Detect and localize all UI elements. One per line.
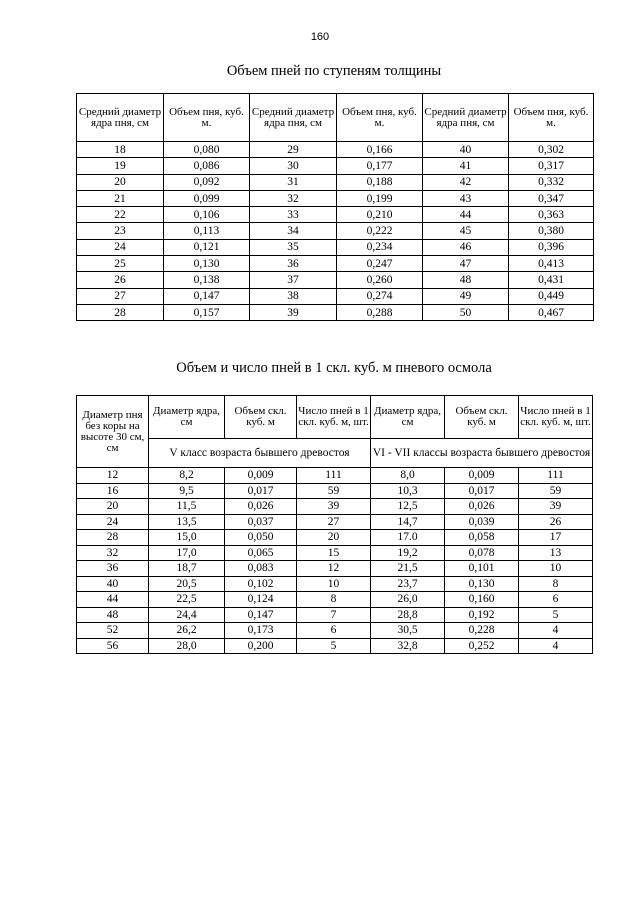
table-cell: 0,058 xyxy=(445,530,519,546)
table-cell: 0,199 xyxy=(337,190,423,206)
table-cell: 25 xyxy=(77,256,164,272)
table-cell: 0,302 xyxy=(509,142,594,158)
table-row xyxy=(77,514,593,530)
table-cell: 44 xyxy=(423,207,509,223)
table-cell: 40 xyxy=(423,142,509,158)
table-cell: 5 xyxy=(297,638,371,654)
table-cell: 0,138 xyxy=(164,272,250,288)
table-cell: 18,7 xyxy=(149,561,225,577)
table-cell: 23 xyxy=(77,223,164,239)
table-cell: 24 xyxy=(77,239,164,255)
table-row xyxy=(77,483,593,499)
table-cell: 0,009 xyxy=(225,468,297,484)
table1-header-cell: Объем пня, куб. м. xyxy=(337,94,423,142)
table-cell: 47 xyxy=(423,256,509,272)
table-cell: 0,166 xyxy=(337,142,423,158)
table-cell: 39 xyxy=(519,499,593,515)
table-cell: 14,7 xyxy=(371,514,445,530)
table-cell: 0,130 xyxy=(164,256,250,272)
table-row xyxy=(77,468,593,484)
table-cell: 42 xyxy=(423,174,509,190)
table-cell: 45 xyxy=(423,223,509,239)
table-cell: 33 xyxy=(250,207,337,223)
table-cell: 0,247 xyxy=(337,256,423,272)
table-cell: 17,0 xyxy=(149,545,225,561)
table-row xyxy=(77,561,593,577)
table-cell: 19,2 xyxy=(371,545,445,561)
table-cell: 20,5 xyxy=(149,576,225,592)
table2-header-count-vi: Число пней в 1 скл. куб. м, шт. xyxy=(519,396,593,439)
table-cell: 18 xyxy=(77,142,164,158)
page-number: 160 xyxy=(310,31,330,43)
table2-header-row xyxy=(77,396,593,439)
table-cell: 35 xyxy=(250,239,337,255)
table-cell: 0,037 xyxy=(225,514,297,530)
table-row xyxy=(77,607,593,623)
table-cell: 28 xyxy=(77,530,149,546)
table-cell: 0,147 xyxy=(225,607,297,623)
table-cell: 29 xyxy=(250,142,337,158)
table2-header-volume-v: Объем скл. куб. м xyxy=(225,396,297,439)
table-cell: 0,106 xyxy=(164,207,250,223)
table-cell: 17.0 xyxy=(371,530,445,546)
table-cell: 15 xyxy=(297,545,371,561)
table2-header-first-col: Диаметр пня без коры на высоте 30 см, см xyxy=(77,396,149,468)
table-cell: 32 xyxy=(250,190,337,206)
table-cell: 39 xyxy=(297,499,371,515)
table-cell: 0,222 xyxy=(337,223,423,239)
table-cell: 19 xyxy=(77,158,164,174)
table-cell: 8 xyxy=(297,592,371,608)
table-cell: 111 xyxy=(519,468,593,484)
table-cell: 8,2 xyxy=(149,468,225,484)
table-cell: 20 xyxy=(77,499,149,515)
table-row xyxy=(77,142,594,158)
table-row xyxy=(77,545,593,561)
table-cell: 44 xyxy=(77,592,149,608)
table-cell: 22 xyxy=(77,207,164,223)
table2-group-v: V класс возраста бывшего древостоя xyxy=(149,439,371,468)
table-cell: 48 xyxy=(423,272,509,288)
table-cell: 0,099 xyxy=(164,190,250,206)
table-cell: 20 xyxy=(297,530,371,546)
table-cell: 11,5 xyxy=(149,499,225,515)
table-cell: 0,039 xyxy=(445,514,519,530)
table-cell: 0,363 xyxy=(509,207,594,223)
table-cell: 59 xyxy=(297,483,371,499)
table-cell: 34 xyxy=(250,223,337,239)
table-cell: 17 xyxy=(519,530,593,546)
table-row xyxy=(77,239,594,255)
table-cell: 26,0 xyxy=(371,592,445,608)
table-cell: 0,173 xyxy=(225,623,297,639)
table-cell: 27 xyxy=(297,514,371,530)
table-cell: 10 xyxy=(519,561,593,577)
table-cell: 0,147 xyxy=(164,288,250,304)
table-cell: 28 xyxy=(77,304,164,320)
table-cell: 27 xyxy=(77,288,164,304)
table-cell: 0,177 xyxy=(337,158,423,174)
table-cell: 52 xyxy=(77,623,149,639)
table-cell: 0,252 xyxy=(445,638,519,654)
table-row xyxy=(77,304,594,320)
table-cell: 0,026 xyxy=(445,499,519,515)
table-cell: 30 xyxy=(250,158,337,174)
table-cell: 0,124 xyxy=(225,592,297,608)
table-cell: 0,467 xyxy=(509,304,594,320)
table-cell: 23,7 xyxy=(371,576,445,592)
table-cell: 0,449 xyxy=(509,288,594,304)
stump-volume-table xyxy=(76,93,594,321)
table-cell: 0,260 xyxy=(337,272,423,288)
table-cell: 0,009 xyxy=(445,468,519,484)
table-cell: 24 xyxy=(77,514,149,530)
table-cell: 56 xyxy=(77,638,149,654)
table-cell: 0,065 xyxy=(225,545,297,561)
table1-body xyxy=(77,142,594,321)
table-row xyxy=(77,190,594,206)
table-cell: 0,317 xyxy=(509,158,594,174)
table-cell: 0,431 xyxy=(509,272,594,288)
table-cell: 36 xyxy=(250,256,337,272)
table-cell: 8,0 xyxy=(371,468,445,484)
table-cell: 59 xyxy=(519,483,593,499)
table2-group-row xyxy=(77,439,593,468)
table-cell: 16 xyxy=(77,483,149,499)
table-row xyxy=(77,272,594,288)
table-cell: 0,050 xyxy=(225,530,297,546)
table-cell: 0,078 xyxy=(445,545,519,561)
table-row xyxy=(77,576,593,592)
table-cell: 0,130 xyxy=(445,576,519,592)
table-cell: 28,0 xyxy=(149,638,225,654)
table-cell: 22,5 xyxy=(149,592,225,608)
table-cell: 0,080 xyxy=(164,142,250,158)
table-row xyxy=(77,623,593,639)
table-cell: 20 xyxy=(77,174,164,190)
table-row xyxy=(77,638,593,654)
table-cell: 0,102 xyxy=(225,576,297,592)
stump-count-table xyxy=(76,395,593,654)
table-cell: 49 xyxy=(423,288,509,304)
table-cell: 6 xyxy=(297,623,371,639)
table-cell: 37 xyxy=(250,272,337,288)
table-cell: 38 xyxy=(250,288,337,304)
table-row xyxy=(77,174,594,190)
table-cell: 48 xyxy=(77,607,149,623)
table-cell: 0,160 xyxy=(445,592,519,608)
table-cell: 21,5 xyxy=(371,561,445,577)
table-cell: 0,157 xyxy=(164,304,250,320)
table-cell: 0,086 xyxy=(164,158,250,174)
table-cell: 13 xyxy=(519,545,593,561)
table-row xyxy=(77,530,593,546)
table1-header-row xyxy=(77,94,594,142)
table-cell: 111 xyxy=(297,468,371,484)
table1-header-cell: Средний диаметр ядра пня, см xyxy=(250,94,337,142)
table1-title: Объем пней по ступеням толщины xyxy=(226,63,442,79)
table-cell: 32,8 xyxy=(371,638,445,654)
table-cell: 13,5 xyxy=(149,514,225,530)
table-cell: 31 xyxy=(250,174,337,190)
table-cell: 50 xyxy=(423,304,509,320)
table-cell: 0,188 xyxy=(337,174,423,190)
table-row xyxy=(77,592,593,608)
table-cell: 0,083 xyxy=(225,561,297,577)
table-cell: 4 xyxy=(519,638,593,654)
table-cell: 12,5 xyxy=(371,499,445,515)
table-cell: 6 xyxy=(519,592,593,608)
table1-header-cell: Средний диаметр ядра пня, см xyxy=(423,94,509,142)
table-cell: 0,380 xyxy=(509,223,594,239)
table-cell: 41 xyxy=(423,158,509,174)
table-row xyxy=(77,223,594,239)
table-cell: 7 xyxy=(297,607,371,623)
table-cell: 8 xyxy=(519,576,593,592)
table-cell: 46 xyxy=(423,239,509,255)
table-cell: 0,234 xyxy=(337,239,423,255)
table-cell: 0,274 xyxy=(337,288,423,304)
table-row xyxy=(77,256,594,272)
table-cell: 0,113 xyxy=(164,223,250,239)
table-cell: 21 xyxy=(77,190,164,206)
table-row xyxy=(77,499,593,515)
table-cell: 12 xyxy=(77,468,149,484)
table-cell: 0,396 xyxy=(509,239,594,255)
table1-header-cell: Объем пня, куб. м. xyxy=(509,94,594,142)
table-cell: 26,2 xyxy=(149,623,225,639)
table1-header-cell: Объем пня, куб. м. xyxy=(164,94,250,142)
table1-header-cell: Средний диаметр ядра пня, см xyxy=(77,94,164,142)
table-cell: 30,5 xyxy=(371,623,445,639)
table-cell: 15,0 xyxy=(149,530,225,546)
table2-group-vi-vii: VI - VII классы возраста бывшего древостоя xyxy=(371,439,593,468)
table-cell: 0,210 xyxy=(337,207,423,223)
table2-header-volume-vi: Объем скл. куб. м xyxy=(445,396,519,439)
table-cell: 0,228 xyxy=(445,623,519,639)
table-cell: 0,200 xyxy=(225,638,297,654)
table-cell: 32 xyxy=(77,545,149,561)
table-cell: 10,3 xyxy=(371,483,445,499)
table-cell: 0,121 xyxy=(164,239,250,255)
table-cell: 26 xyxy=(519,514,593,530)
table-cell: 28,8 xyxy=(371,607,445,623)
table-cell: 0,347 xyxy=(509,190,594,206)
table-cell: 10 xyxy=(297,576,371,592)
table-cell: 40 xyxy=(77,576,149,592)
table-cell: 0,192 xyxy=(445,607,519,623)
table-cell: 0,288 xyxy=(337,304,423,320)
table-cell: 5 xyxy=(519,607,593,623)
table-cell: 39 xyxy=(250,304,337,320)
table-cell: 0,017 xyxy=(225,483,297,499)
table2-title: Объем и число пней в 1 скл. куб. м пневого осмола xyxy=(176,360,492,376)
table2-header-core-diameter-v: Диаметр ядра, см xyxy=(149,396,225,439)
table-cell: 36 xyxy=(77,561,149,577)
table-cell: 43 xyxy=(423,190,509,206)
table-cell: 0,026 xyxy=(225,499,297,515)
table-cell: 9,5 xyxy=(149,483,225,499)
table2-header-count-v: Число пней в 1 скл. куб. м, шт. xyxy=(297,396,371,439)
table-cell: 24,4 xyxy=(149,607,225,623)
table-cell: 0,413 xyxy=(509,256,594,272)
table-cell: 0,092 xyxy=(164,174,250,190)
table2-header-core-diameter-vi: Диаметр ядра, см xyxy=(371,396,445,439)
table-cell: 26 xyxy=(77,272,164,288)
table2-body xyxy=(77,468,593,654)
table-cell: 0,017 xyxy=(445,483,519,499)
table-cell: 0,332 xyxy=(509,174,594,190)
table-row xyxy=(77,158,594,174)
table-cell: 0,101 xyxy=(445,561,519,577)
table-cell: 4 xyxy=(519,623,593,639)
table-row xyxy=(77,207,594,223)
table-row xyxy=(77,288,594,304)
table-cell: 12 xyxy=(297,561,371,577)
